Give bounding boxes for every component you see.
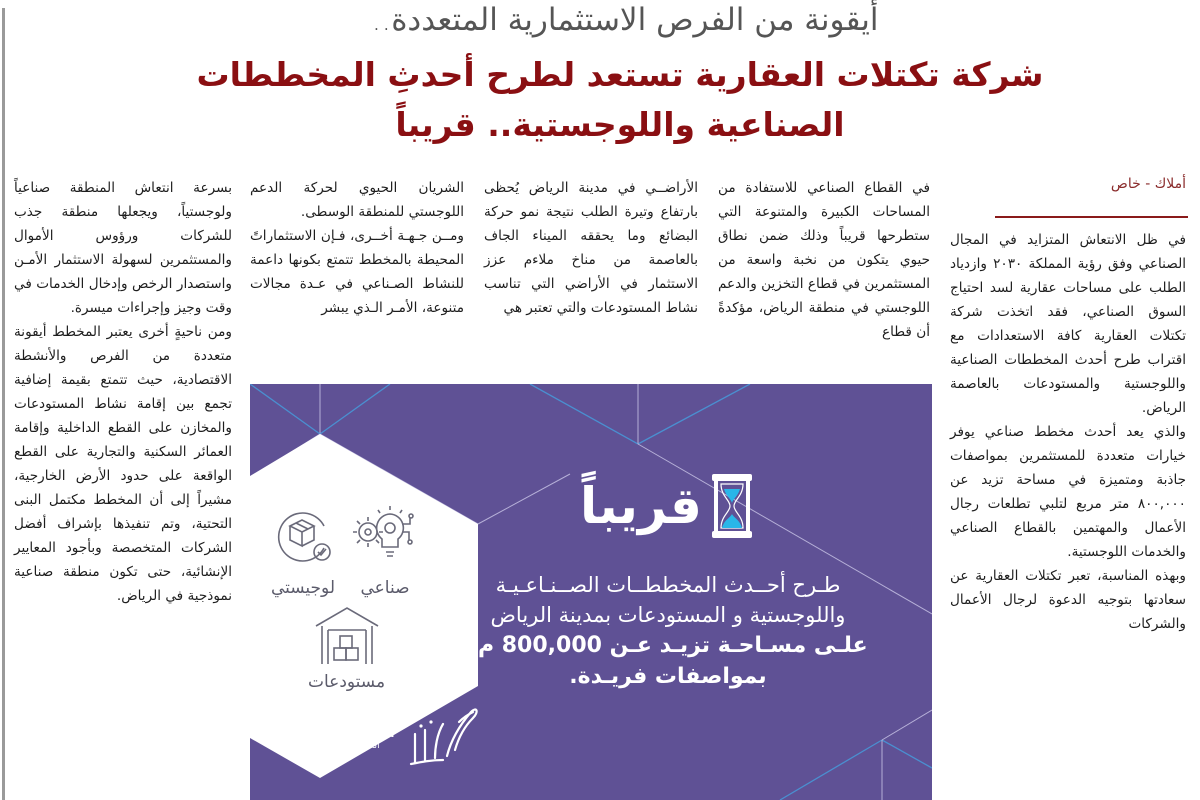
article-kicker: أيقونة من الفرص الاستثمارية المتعددة.. (371, 2, 879, 38)
logo-calligraphy-icon (403, 702, 483, 772)
article-column-3 (484, 176, 698, 320)
category-logistics (268, 502, 338, 598)
category-label: مستودعات (308, 672, 386, 692)
category-label: لوجيستي (270, 578, 336, 598)
article-column-5 (14, 176, 232, 608)
category-label: صناعي (360, 578, 410, 598)
logo-subtitle (302, 740, 397, 751)
advertisement-banner (250, 384, 932, 800)
industrial-bulb-gear-icon (350, 502, 420, 572)
coming-soon-badge (580, 472, 754, 540)
byline-divider (995, 216, 1188, 218)
paragraph: في ظل الانتعاش المتزايد في المجال الصناعي وفق رؤية المملكة ٢٠٣٠ وازدياد الطلب على مساحات عقارية لسد احتياج السوق الصناعي، فقد اتخذت شركة تكتلات العقارية كافة الاستعدادات مع اقتراب طرح أحدث المخططات الصناعية واللوجستية والمستودعات بالعاصمة الرياض. (950, 232, 1186, 416)
logo-sub-ar: العقارية (351, 739, 380, 750)
headline-line-2: الصناعية واللوجستية.. قريباً (395, 105, 845, 144)
headline-line-1: شركة تكتلات العقارية تستعد لطرح أحدثِ المخططات (196, 55, 1044, 94)
ad-line-4: بمواصفات فريـدة. (569, 664, 767, 689)
ad-line-2: واللوجستية و المستودعات بمدينة الرياض (490, 603, 846, 627)
paragraph: ومــن جـهـة أخــرى، فـإن الاستثماراتً المحيطة بالمخطط تتمتع بكونها داعمة للنشاط الصـناعي في عـدة مجالات متنوعة، الأمـر الـذي يبشر (250, 228, 464, 316)
category-warehouses (308, 604, 385, 692)
paragraph: وبهذه المناسبة، تعبر تكتلات العقارية عن سعادتها بتوجيه الدعوة لرجال الأعمال والشركات (950, 568, 1186, 632)
left-margin-rule (2, 8, 5, 800)
logo-wordmark (302, 724, 397, 751)
coming-soon-text: قريباً (580, 477, 702, 535)
paragraph: بسرعة انتعاش المنطقة صناعياً ولوجستياً، ويجعلها منطقة جذب للشركات ورؤوس الأموال والمستثمرين لسهولة الاستثمار الأمـن واستصدار الرخص وإدخال الخدمات في وقت وجيز وإجراءات ميسرة. (14, 180, 232, 316)
logo-sub-en: Real Estate (302, 739, 349, 750)
paragraph: الأراضــي في مدينة الرياض يُحظى بارتفاع وتيرة الطلب نتيجة نمو حركة البضائع وما يحققه الميناء الجاف بالعاصمة من مناخ ملاءم عزز الاستثمار في الأراضي التي تناسب نشاط المستودعات والتي تعتبر هي (484, 180, 698, 316)
category-industrial (350, 502, 420, 598)
advertisement-copy (418, 570, 918, 692)
warehouse-icon (312, 604, 382, 666)
article-headline (120, 50, 1120, 150)
article-column-2 (718, 176, 930, 344)
byline: أملاك - خاص (1110, 176, 1186, 192)
ad-line-3: علـى مسـاحـة تزيـد عـن 800,000 م² (468, 633, 868, 658)
takattulat-logo (302, 702, 483, 772)
ad-line-1: طـرح أحــدث المخططــات الصــنـاعـيـة (495, 573, 841, 597)
article-column-4 (250, 176, 464, 320)
hourglass-icon (710, 472, 754, 540)
paragraph: الشريان الحيوي لحركة الدعم اللوجستي للمنطقة الوسطى. (250, 180, 464, 220)
logo-name-en: TAKATTULAT (302, 723, 398, 740)
paragraph: والذي يعد أحدث مخطط صناعي يوفر خيارات متعددة للمستثمرين بمواصفات جاذبة ومتميزة في مساحة تزيد عن ٨٠٠,٠٠٠ متر مربع لتلبي تطلعات رجال الأعمال والمهتمين بالقطاع الصناعي والخدمات اللوجستية. (950, 424, 1186, 560)
logistics-box-check-icon (268, 502, 338, 572)
paragraph: في القطاع الصناعي للاستفادة من المساحات الكبيرة والمتنوعة التي ستطرحها قريباً وذلك ضمن نطاق حيوي يتكون من نخبة واسعة من المستثمرين في قطاع التخزين والدعم اللوجستي في منطقة الرياض، مؤكدةً أن قطاع (718, 180, 930, 340)
paragraph: ومن ناحيةٍ أخرى يعتبر المخطط أيقونة متعددة من الفرص والأنشطة الاقتصادية، حيث تتمتع بقيمة إضافية تجمع بين إقامة نشاط المستودعات والمخازن على القطع الداخلية وإقامة العمائر السكنية والتجارية على القطع الواقعة على حدود الأرض الخارجية، مشيراً إلى أن المخطط مكتمل البنى التحتية، وتم تنفيذها بإشراف أفضل الشركات المتخصصة وبأجود المعايير الإنشائية، حتى تكون منطقة صناعية نموذجية في الرياض. (14, 324, 232, 604)
article-column-1 (950, 228, 1186, 636)
